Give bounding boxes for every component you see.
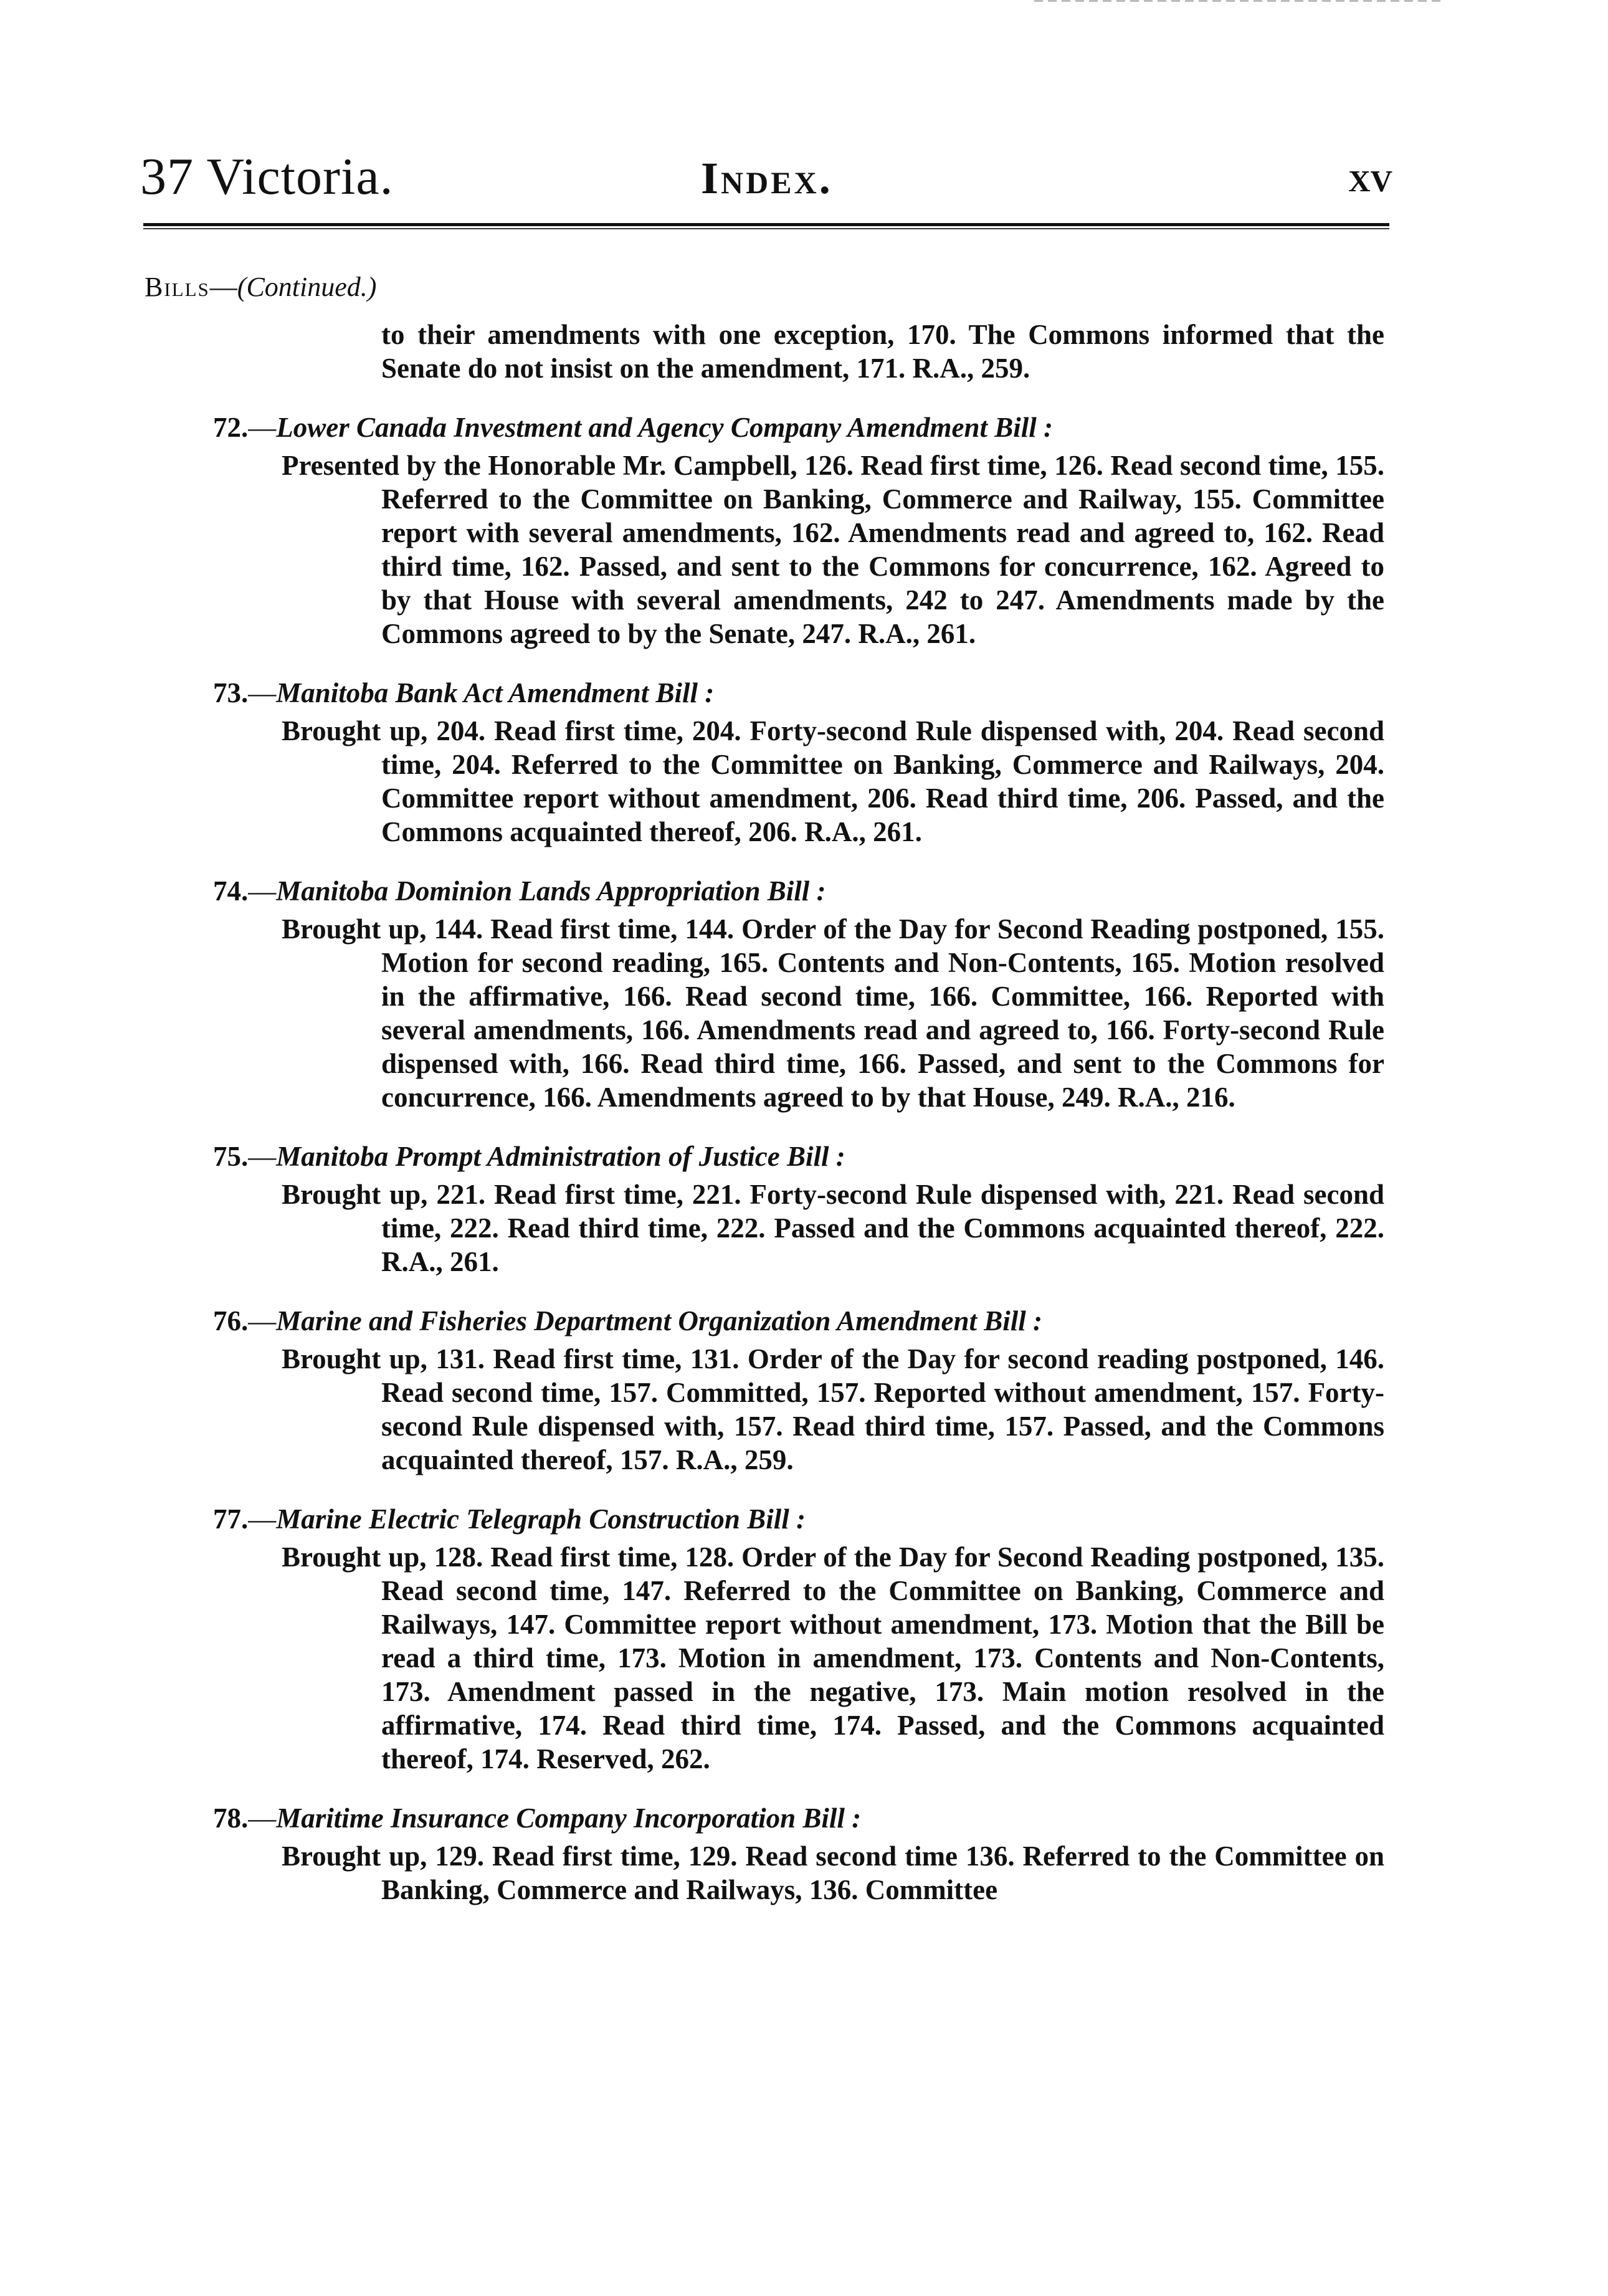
entry-heading	[213, 874, 1397, 908]
entry-body: Brought up, 204. Read first time, 204. Forty-second Rule dispensed with, 204. Read second time, 204. Referred to the Committee on Banking, Commerce and Railways, 204. Committee report without amendment, 206. Read third time, 206. Passed, and the Commons acquainted thereof, 206. R.A., 261.	[282, 715, 1384, 847]
section-dash: —	[209, 272, 237, 302]
section-heading	[145, 271, 376, 303]
entry-title: Marine Electric Telegraph Construction Bill :	[276, 1503, 806, 1535]
entry-body: Brought up, 221. Read first time, 221. Forty-second Rule dispensed with, 221. Read second time, 222. Read third time, 222. Passed and the Commons acquainted thereof, 222. R.A., 261.	[282, 1179, 1384, 1277]
entry-body: Brought up, 131. Read first time, 131. Order of the Day for second reading postponed, 146. Read second time, 157. Committed, 157. Reported without amendment, 157. Forty-second Rule dispensed with, 157. Read third time, 157. Passed, and the Commons acquainted thereof, 157. R.A., 259.	[282, 1343, 1384, 1475]
entry-number: 73.	[213, 677, 249, 708]
entry-heading	[213, 1139, 1397, 1174]
header-rule-thick	[143, 223, 1389, 226]
bill-entry-78	[145, 1801, 1397, 1907]
entry-dash: —	[248, 1305, 277, 1336]
entry-title: Manitoba Bank Act Amendment Bill :	[276, 677, 715, 708]
bill-entry-75	[145, 1139, 1397, 1279]
entry-dash: —	[248, 412, 277, 443]
entry-body: Brought up, 129. Read first time, 129. Read second time 136. Referred to the Committee on Banking, Commerce and Railways, 136. Committee	[282, 1841, 1384, 1905]
section-label: Bills	[145, 272, 210, 302]
entry-heading	[213, 1303, 1397, 1338]
running-head-title: Index.	[701, 153, 833, 203]
entry-heading	[213, 1801, 1397, 1836]
running-head-volume: 37 Victoria.	[140, 148, 394, 206]
entry-dash: —	[248, 1503, 277, 1535]
bill-entry-77	[145, 1502, 1397, 1776]
entry-number: 75.	[213, 1141, 249, 1172]
bill-entry-76	[145, 1303, 1397, 1477]
header-rule-thin	[143, 228, 1389, 229]
entry-number: 78.	[213, 1803, 249, 1834]
entry-heading	[213, 1502, 1397, 1536]
top-edge-rule	[1034, 0, 1445, 2]
entry-dash: —	[248, 1803, 277, 1834]
entry-number: 76.	[213, 1305, 249, 1336]
entry-heading	[213, 410, 1397, 445]
entry-title: Manitoba Dominion Lands Appropriation Bill :	[276, 875, 826, 907]
header-rule	[143, 221, 1389, 230]
entry-heading	[213, 675, 1397, 710]
entry-title: Lower Canada Investment and Agency Company Amendment Bill :	[276, 412, 1053, 443]
bill-entry-73	[145, 675, 1397, 849]
index-content	[145, 318, 1397, 1932]
entry-number: 74.	[213, 875, 249, 907]
entry-title: Maritime Insurance Company Incorporation Bill :	[276, 1803, 862, 1834]
entry-body: Brought up, 144. Read first time, 144. Order of the Day for Second Reading postponed, 155. Motion for second reading, 165. Contents and Non-Contents, 165. Motion resolved in the affirmative, 166. Read second time, 166. Committee, 166. Reported with several amendments, 166. Amendments read and agreed to, 166. Forty-second Rule dispensed with, 166. Read third time, 166. Passed, and sent to the Commons for concurrence, 166. Amendments agreed to by that House, 249. R.A., 216.	[282, 913, 1384, 1113]
bill-entry-72	[145, 410, 1397, 650]
entry-title: Marine and Fisheries Department Organization Amendment Bill :	[276, 1305, 1043, 1336]
continued-text: to their amendments with one exception, 170. The Commons informed that the Senate do not insist on the amendment, 171. R.A., 259.	[381, 319, 1384, 384]
entry-number: 77.	[213, 1503, 249, 1535]
entry-body: Brought up, 128. Read first time, 128. Order of the Day for Second Reading postponed, 135. Read second time, 147. Referred to the Committee on Banking, Commerce and Railways, 147. Committee report without amendment, 173. Motion that the Bill be read a third time, 173. Motion in amendment, 173. Contents and Non-Contents, 173. Amendment passed in the negative, 173. Main motion resolved in the affirmative, 174. Read third time, 174. Passed, and the Commons acquainted thereof, 174. Reserved, 262.	[282, 1541, 1384, 1774]
bill-entry-74	[145, 874, 1397, 1114]
section-continued: (Continued.)	[237, 272, 377, 302]
entry-title: Manitoba Prompt Administration of Justice Bill :	[276, 1141, 845, 1172]
entry-dash: —	[248, 1141, 277, 1172]
page-number: xv	[1348, 153, 1392, 201]
entry-body: Presented by the Honorable Mr. Campbell, 126. Read first time, 126. Read second time, 155. Referred to the Committee on Banking, Commerce and Railway, 155. Committee report with several amendments, 162. Amendments read and agreed to, 162. Read third time, 162. Passed, and sent to the Commons for concurrence, 162. Agreed to by that House with several amendments, 242 to 247. Amendments made by the Commons agreed to by the Senate, 247. R.A., 261.	[282, 450, 1384, 649]
running-head	[140, 146, 1392, 215]
entry-number: 72.	[213, 412, 249, 443]
entry-dash: —	[248, 875, 277, 907]
entry-dash: —	[248, 677, 277, 708]
